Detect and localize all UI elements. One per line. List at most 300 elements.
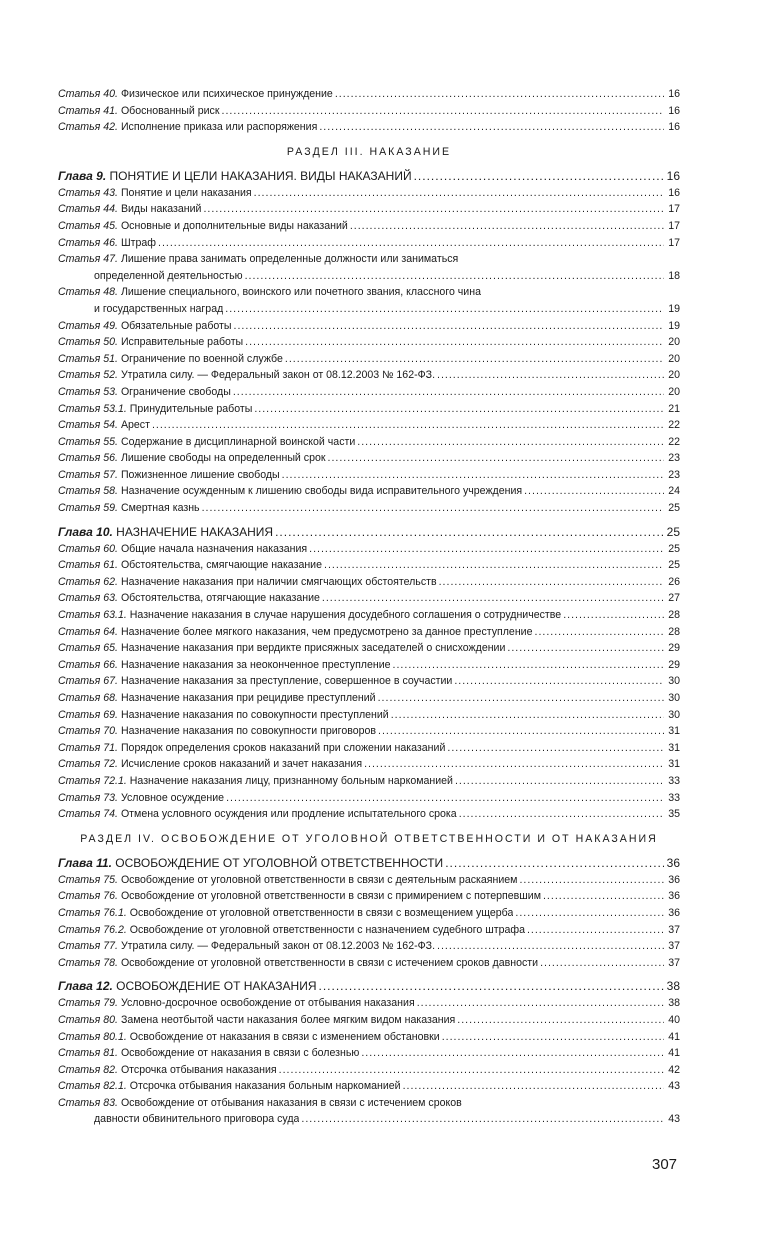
toc-entry[interactable] xyxy=(58,574,680,591)
dot-leader xyxy=(202,500,664,517)
entry-label xyxy=(58,938,435,955)
entry-page: 16 xyxy=(668,186,680,199)
toc-entry[interactable] xyxy=(58,119,680,136)
entry-title: Содержание в дисциплинарной воинской части xyxy=(120,435,356,448)
entry-number: Глава 11. xyxy=(58,855,112,870)
entry-title-continued: и государственных наград xyxy=(94,302,224,315)
chapter-heading[interactable] xyxy=(58,977,680,995)
entry-title: Назначение наказания при рецидиве преступлений xyxy=(120,692,376,704)
entry-label xyxy=(58,119,317,136)
entry-page: 17 xyxy=(668,203,680,216)
entry-page: 16 xyxy=(668,104,680,117)
dot-leader xyxy=(234,318,664,335)
entry-label xyxy=(58,1012,455,1029)
entry-label xyxy=(58,574,437,591)
dot-leader xyxy=(309,541,664,558)
entry-title: Отсрочка отбывания наказания больным наркоманией xyxy=(129,1080,401,1093)
entry-page: 20 xyxy=(668,352,680,365)
entry-label xyxy=(58,1045,359,1062)
toc-entry-continuation xyxy=(58,301,680,318)
entry-page: 33 xyxy=(668,791,680,804)
entry-label xyxy=(58,557,322,574)
entry-title: Виды наказаний xyxy=(120,203,202,216)
dot-leader xyxy=(301,1111,664,1128)
entry-number: Статья 76.2. xyxy=(58,923,127,936)
entry-page: 25 xyxy=(668,542,680,555)
entry-page: 33 xyxy=(668,774,680,787)
entry-label xyxy=(58,384,231,401)
entry-page: 37 xyxy=(668,956,680,969)
toc-entry[interactable] xyxy=(58,450,680,467)
entry-label xyxy=(58,103,220,120)
entry-number: Статья 42. xyxy=(58,121,118,134)
entry-number: Статья 63. xyxy=(58,592,118,605)
entry-page: 24 xyxy=(668,485,680,498)
entry-page: 36 xyxy=(668,890,680,903)
entry-label xyxy=(58,673,452,690)
entry-number: Статья 76. xyxy=(58,890,118,903)
entry-page: 36 xyxy=(668,873,680,886)
entry-title: Назначение более мягкого наказания, чем предусмотрено за данное преступление xyxy=(120,625,533,638)
entry-title: Назначение наказания по совокупности преступлений xyxy=(120,708,389,721)
entry-page: 35 xyxy=(668,808,680,821)
entry-number: Статья 48. xyxy=(58,286,118,299)
entry-title: Условно-досрочное освобождение от отбывания наказания xyxy=(120,997,415,1010)
entry-number: Статья 49. xyxy=(58,319,118,332)
dot-leader xyxy=(275,523,664,541)
entry-label xyxy=(58,756,362,773)
entry-number: Статья 72. xyxy=(58,758,118,771)
toc-entry[interactable] xyxy=(58,483,680,500)
toc-entry[interactable] xyxy=(58,790,680,807)
entry-label xyxy=(58,640,505,657)
entry-label xyxy=(58,690,376,707)
entry-page: 28 xyxy=(668,625,680,638)
entry-title-continued: давности обвинительного приговора суда xyxy=(94,1113,300,1126)
entry-label xyxy=(58,367,435,384)
entry-title: Ограничение свободы xyxy=(120,385,231,398)
toc-entry[interactable] xyxy=(58,367,680,384)
dot-leader xyxy=(447,740,664,757)
toc-entry[interactable] xyxy=(58,872,680,889)
toc-entry[interactable] xyxy=(58,1045,680,1062)
dot-leader xyxy=(524,483,664,500)
entry-page: 30 xyxy=(668,692,680,704)
entry-number: Статья 44. xyxy=(58,203,118,216)
entry-page: 30 xyxy=(668,675,680,688)
toc-entry[interactable] xyxy=(58,351,680,368)
dot-leader xyxy=(350,218,664,235)
dot-leader xyxy=(152,417,664,434)
dot-leader xyxy=(335,86,664,103)
entry-number: Статья 41. xyxy=(58,104,118,117)
entry-page: 41 xyxy=(668,1047,680,1060)
entry-number: Статья 60. xyxy=(58,542,118,555)
entry-number: Статья 47. xyxy=(58,253,118,266)
toc-entry[interactable] xyxy=(58,284,680,301)
entry-title: Исчисление сроков наказаний и зачет наказания xyxy=(120,758,363,771)
entry-title: Порядок определения сроков наказаний при сложении наказаний xyxy=(120,741,446,754)
entry-number: Статья 63.1. xyxy=(58,609,127,622)
entry-label xyxy=(58,1078,401,1095)
entry-page: 17 xyxy=(668,236,680,249)
entry-page: 36 xyxy=(668,906,680,919)
dot-leader xyxy=(439,574,664,591)
entry-title-continued: определенной деятельностью xyxy=(94,269,243,282)
entry-number: Статья 72.1. xyxy=(58,774,127,787)
entry-title: Назначение наказания по совокупности приговоров xyxy=(120,725,377,738)
entry-title: Лишение права занимать определенные должности или заниматься xyxy=(120,253,459,266)
entry-page: 18 xyxy=(668,269,680,282)
toc-entry[interactable] xyxy=(58,251,680,268)
dot-leader xyxy=(245,334,664,351)
entry-title: Физическое или психическое принуждение xyxy=(120,88,333,100)
entry-label xyxy=(58,607,561,624)
entry-number: Статья 58. xyxy=(58,485,118,498)
section-heading: РАЗДЕЛ IV. ОСВОБОЖДЕНИЕ ОТ УГОЛОВНОЙ ОТВЕТСТВЕННОСТИ И ОТ НАКАЗАНИЯ xyxy=(80,832,658,845)
entry-title: Понятие и цели наказания xyxy=(120,186,252,199)
dot-leader xyxy=(203,201,664,218)
entry-title: Принудительные работы xyxy=(129,402,253,415)
toc-entry[interactable] xyxy=(58,590,680,607)
toc-entry[interactable] xyxy=(58,640,680,657)
entry-number: Статья 56. xyxy=(58,452,118,465)
dot-leader xyxy=(543,888,664,905)
entry-page: 20 xyxy=(668,369,680,382)
dot-leader xyxy=(417,995,664,1012)
entry-title: Обоснованный риск xyxy=(120,104,220,117)
toc-entry[interactable] xyxy=(58,384,680,401)
toc-entry[interactable] xyxy=(58,185,680,202)
dot-leader xyxy=(225,301,664,318)
entry-title: Утратила силу. — Федеральный закон от 08.12.2003 № 162-ФЗ. xyxy=(120,369,436,382)
dot-leader xyxy=(454,673,664,690)
dot-leader xyxy=(328,450,664,467)
entry-number: Статья 50. xyxy=(58,336,118,349)
dot-leader xyxy=(233,384,664,401)
entry-label xyxy=(58,922,525,939)
toc-entry[interactable] xyxy=(58,1062,680,1079)
toc-entry[interactable] xyxy=(58,103,680,120)
entry-page: 29 xyxy=(668,658,680,671)
entry-title: Освобождение от наказания в связи с изменением обстановки xyxy=(129,1030,440,1043)
entry-page: 31 xyxy=(668,741,680,754)
toc-entry[interactable] xyxy=(58,1029,680,1046)
dot-leader xyxy=(391,707,664,724)
page-number: 307 xyxy=(652,1156,678,1173)
entry-title: Назначение осужденным к лишению свободы вида исправительного учреждения xyxy=(120,485,523,498)
entry-number: Статья 54. xyxy=(58,419,118,432)
entry-label xyxy=(58,467,280,484)
entry-page: 22 xyxy=(668,419,680,432)
toc-entry[interactable] xyxy=(58,467,680,484)
toc-entry[interactable] xyxy=(58,756,680,773)
entry-label xyxy=(58,1095,462,1112)
entry-number: Статья 74. xyxy=(58,808,118,821)
entry-page: 23 xyxy=(668,452,680,465)
entry-label xyxy=(58,723,376,740)
dot-leader xyxy=(442,1029,664,1046)
entry-title: Освобождение от отбывания наказания в связи с истечением сроков xyxy=(120,1096,462,1109)
toc-entry[interactable] xyxy=(58,773,680,790)
entry-page: 16 xyxy=(668,88,680,100)
entry-label xyxy=(58,1029,440,1046)
entry-title: Освобождение от уголовной ответственности в связи с примирением с потерпевшим xyxy=(120,890,541,903)
dot-leader xyxy=(437,367,664,384)
toc-entry[interactable] xyxy=(58,673,680,690)
entry-label xyxy=(58,483,522,500)
entry-page: 31 xyxy=(668,725,680,738)
chapter-heading[interactable] xyxy=(58,167,680,185)
entry-title: Смертная казнь xyxy=(120,502,200,515)
entry-label xyxy=(58,185,252,202)
entry-label xyxy=(58,977,317,995)
entry-title: Освобождение от уголовной ответственности в связи с возмещением ущерба xyxy=(129,906,514,919)
entry-number: Статья 75. xyxy=(58,873,118,886)
dot-leader xyxy=(319,119,664,136)
toc-entry[interactable] xyxy=(58,1078,680,1095)
entry-page: 42 xyxy=(668,1063,680,1076)
dot-leader xyxy=(515,905,664,922)
entry-label xyxy=(58,218,348,235)
entry-page: 38 xyxy=(666,979,680,994)
entry-page: 36 xyxy=(666,855,680,870)
entry-label xyxy=(58,284,481,301)
entry-title: ОСВОБОЖДЕНИЕ ОТ УГОЛОВНОЙ ОТВЕТСТВЕННОСТИ xyxy=(115,855,444,870)
toc-entry[interactable] xyxy=(58,723,680,740)
entry-page: 17 xyxy=(668,219,680,232)
toc-entry[interactable] xyxy=(58,218,680,235)
dot-leader xyxy=(445,854,664,872)
entry-label xyxy=(58,854,443,872)
dot-leader xyxy=(324,557,664,574)
entry-title: Обстоятельства, смягчающие наказание xyxy=(120,559,322,572)
entry-title: Назначение наказания при вердикте присяжных заседателей о снисхождении xyxy=(120,642,506,655)
entry-page: 20 xyxy=(668,385,680,398)
toc-entry[interactable] xyxy=(58,434,680,451)
dot-leader xyxy=(279,1062,664,1079)
entry-page: 27 xyxy=(668,592,680,605)
entry-page: 38 xyxy=(668,997,680,1010)
toc-entry-continuation xyxy=(58,268,680,285)
chapter-heading[interactable] xyxy=(58,523,680,541)
toc-entry[interactable] xyxy=(58,417,680,434)
toc-entry[interactable] xyxy=(58,624,680,641)
toc-entry[interactable] xyxy=(58,938,680,955)
dot-leader xyxy=(254,185,664,202)
toc-entry[interactable] xyxy=(58,557,680,574)
entry-page: 41 xyxy=(668,1030,680,1043)
toc-entry[interactable] xyxy=(58,541,680,558)
entry-number: Статья 67. xyxy=(58,675,118,688)
entry-label xyxy=(58,1062,277,1079)
entry-number: Статья 80. xyxy=(58,1013,118,1026)
dot-leader xyxy=(319,977,665,995)
toc-entry[interactable] xyxy=(58,318,680,335)
dot-leader xyxy=(282,467,664,484)
entry-label xyxy=(58,334,243,351)
dot-leader xyxy=(527,922,664,939)
entry-title: Штраф xyxy=(120,236,156,249)
entry-page: 30 xyxy=(668,708,680,721)
entry-number: Статья 62. xyxy=(58,575,118,588)
chapter-heading[interactable] xyxy=(58,854,680,872)
entry-label xyxy=(58,590,320,607)
entry-number: Статья 76.1. xyxy=(58,906,127,919)
toc-entry[interactable] xyxy=(58,955,680,972)
toc-entry[interactable] xyxy=(58,401,680,418)
toc-entry[interactable] xyxy=(58,888,680,905)
entry-title: Назначение наказания за неоконченное преступление xyxy=(120,658,391,671)
dot-leader xyxy=(361,1045,664,1062)
toc-entry[interactable] xyxy=(58,806,680,823)
entry-number: Статья 53. xyxy=(58,385,118,398)
toc-entry[interactable] xyxy=(58,690,680,707)
entry-page: 22 xyxy=(668,435,680,448)
entry-title: Лишение специального, воинского или почетного звания, классного чина xyxy=(120,286,481,299)
entry-number: Статья 57. xyxy=(58,468,118,481)
entry-number: Статья 79. xyxy=(58,997,118,1010)
entry-title: Освобождение от уголовной ответственности в связи с истечением сроков давности xyxy=(120,956,539,969)
toc-entry[interactable] xyxy=(58,740,680,757)
entry-number: Статья 53.1. xyxy=(58,402,127,415)
entry-title: Назначение наказания лицу, признанному больным наркоманией xyxy=(129,774,453,787)
entry-label xyxy=(58,995,415,1012)
dot-leader xyxy=(364,756,664,773)
dot-leader xyxy=(378,723,664,740)
entry-label xyxy=(58,523,273,541)
entry-page: 21 xyxy=(668,402,680,415)
dot-leader xyxy=(245,268,664,285)
entry-page: 23 xyxy=(668,468,680,481)
entry-title: Освобождение от наказания в связи с болезнью xyxy=(120,1047,360,1060)
entry-number: Глава 12. xyxy=(58,979,113,994)
entry-number: Статья 65. xyxy=(58,642,118,655)
entry-number: Статья 80.1. xyxy=(58,1030,127,1043)
entry-title: Пожизненное лишение свободы xyxy=(120,468,280,481)
dot-leader xyxy=(414,167,664,185)
entry-label xyxy=(58,86,333,103)
entry-title: Обязательные работы xyxy=(120,319,232,332)
dot-leader xyxy=(457,1012,664,1029)
entry-page: 20 xyxy=(668,336,680,349)
entry-title: Освобождение от уголовной ответственности в связи с деятельным раскаянием xyxy=(120,873,518,886)
entry-title: Замена неотбытой части наказания более мягким видом наказания xyxy=(120,1013,456,1026)
toc-entry[interactable] xyxy=(58,201,680,218)
entry-number: Статья 82.1. xyxy=(58,1080,127,1093)
entry-number: Статья 73. xyxy=(58,791,118,804)
entry-number: Статья 78. xyxy=(58,956,118,969)
entry-number: Статья 71. xyxy=(58,741,118,754)
entry-label xyxy=(58,500,200,517)
entry-page: 19 xyxy=(668,319,680,332)
toc-entry[interactable] xyxy=(58,995,680,1012)
dot-leader xyxy=(459,806,664,823)
dot-leader xyxy=(535,624,665,641)
entry-number: Статья 61. xyxy=(58,559,118,572)
entry-label xyxy=(58,351,283,368)
dot-leader xyxy=(403,1078,664,1095)
dot-leader xyxy=(357,434,664,451)
entry-title: Обстоятельства, отягчающие наказание xyxy=(120,592,320,605)
entry-label xyxy=(58,167,412,185)
toc-entry[interactable] xyxy=(58,334,680,351)
dot-leader xyxy=(563,607,664,624)
entry-title: Назначение наказания в случае нарушения досудебного соглашения о сотрудничестве xyxy=(129,609,562,622)
entry-title: Назначение наказания при наличии смягчающих обстоятельств xyxy=(120,575,437,588)
entry-title: Исправительные работы xyxy=(120,336,244,349)
entry-label xyxy=(58,401,252,418)
entry-page: 37 xyxy=(668,940,680,953)
toc-entry[interactable] xyxy=(58,657,680,674)
entry-page: 43 xyxy=(668,1113,680,1126)
toc-entry[interactable] xyxy=(58,905,680,922)
entry-title: Отмена условного осуждения или продление испытательного срока xyxy=(120,808,457,821)
toc-entry[interactable] xyxy=(58,1012,680,1029)
entry-number: Статья 70. xyxy=(58,725,118,738)
dot-leader xyxy=(158,235,664,252)
entry-page: 37 xyxy=(668,923,680,936)
entry-title: Освобождение от уголовной ответственности с назначением судебного штрафа xyxy=(129,923,525,936)
entry-title: Условное осуждение xyxy=(120,791,225,804)
toc-entry[interactable] xyxy=(58,607,680,624)
entry-page: 16 xyxy=(668,121,680,134)
entry-number: Статья 82. xyxy=(58,1063,118,1076)
entry-page: 25 xyxy=(668,502,680,515)
entry-label xyxy=(58,201,201,218)
entry-number: Глава 9. xyxy=(58,168,107,183)
entry-number: Статья 51. xyxy=(58,352,118,365)
dot-leader xyxy=(254,401,664,418)
entry-page: 40 xyxy=(668,1013,680,1026)
toc-entry[interactable] xyxy=(58,707,680,724)
toc-entry[interactable] xyxy=(58,922,680,939)
toc-entry[interactable] xyxy=(58,1095,680,1112)
entry-number: Статья 40. xyxy=(58,88,118,100)
entry-page: 19 xyxy=(668,302,680,315)
table-of-contents xyxy=(58,86,680,1128)
dot-leader xyxy=(222,103,665,120)
entry-label xyxy=(58,417,150,434)
dot-leader xyxy=(507,640,664,657)
entry-label xyxy=(58,318,232,335)
dot-leader xyxy=(285,351,664,368)
dot-leader xyxy=(437,938,664,955)
entry-label xyxy=(58,955,538,972)
entry-title: Назначение наказания за преступление, совершенное в соучастии xyxy=(120,675,453,688)
dot-leader xyxy=(393,657,664,674)
toc-entry[interactable] xyxy=(58,235,680,252)
entry-number: Статья 68. xyxy=(58,692,118,704)
entry-page: 43 xyxy=(668,1080,680,1093)
entry-number: Статья 45. xyxy=(58,219,118,232)
entry-title: Отсрочка отбывания наказания xyxy=(120,1063,277,1076)
entry-label xyxy=(58,790,224,807)
entry-title: Ограничение по военной службе xyxy=(120,352,283,365)
dot-leader xyxy=(226,790,664,807)
toc-entry[interactable] xyxy=(58,86,680,103)
entry-label xyxy=(58,773,453,790)
entry-title: Утратила силу. — Федеральный закон от 08.12.2003 № 162-ФЗ. xyxy=(120,940,436,953)
entry-page: 28 xyxy=(668,609,680,622)
dot-leader xyxy=(322,590,664,607)
entry-number: Статья 43. xyxy=(58,186,118,199)
entry-number: Статья 59. xyxy=(58,502,118,515)
toc-entry[interactable] xyxy=(58,500,680,517)
entry-label xyxy=(58,450,326,467)
entry-number: Статья 69. xyxy=(58,708,118,721)
entry-page: 25 xyxy=(668,559,680,572)
